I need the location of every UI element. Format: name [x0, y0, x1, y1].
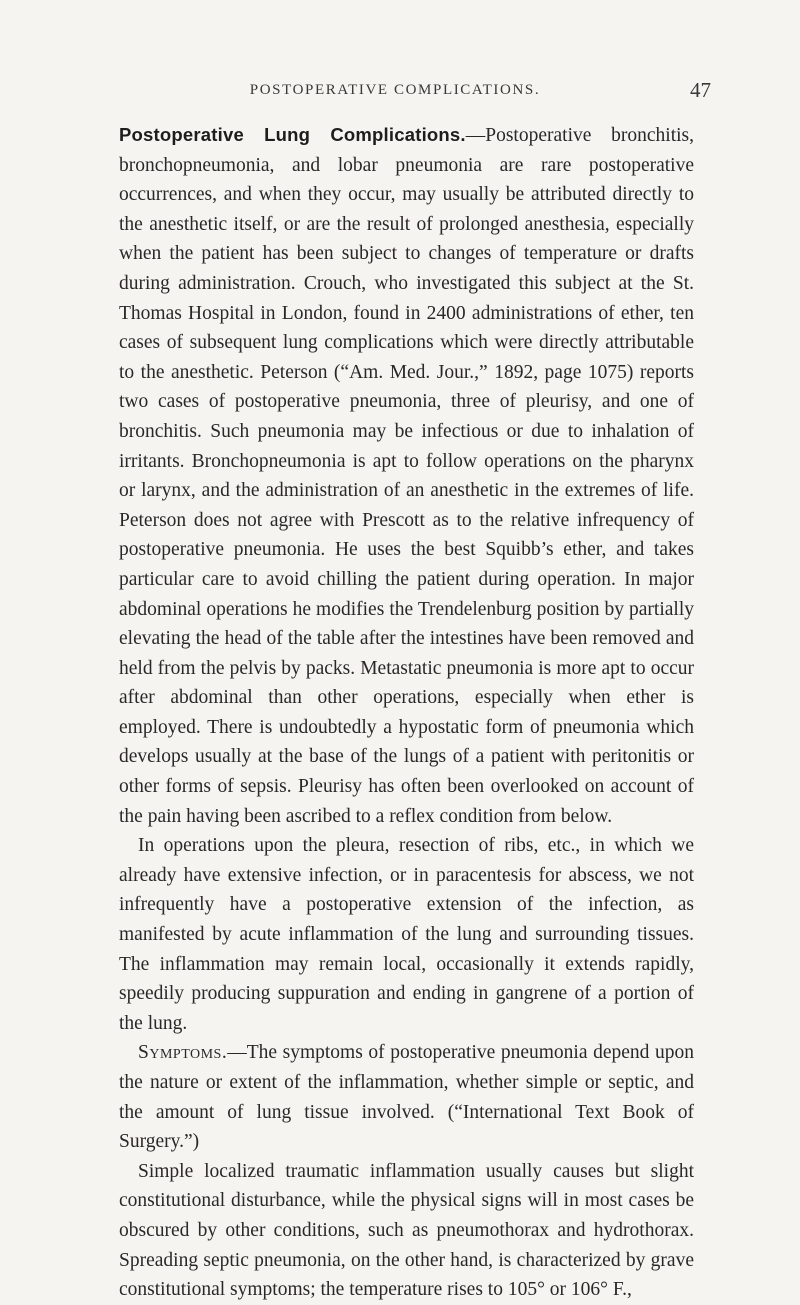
paragraph-pleura-operations — [119, 831, 694, 1038]
paragraph-text: In operations upon the pleura, resection of ribs, etc., in which we already have extensive infection, or in paracentesis for abscess, we not infrequently have a postoperative extension of the infection, as manifested by acute inflammation of the lung and surrounding tissues. The inflammation may remain local, occasionally it extends rapidly, speedily producing suppuration and ending in gangrene of a portion of the lung. — [119, 835, 694, 1034]
symptoms-subheading: Symptoms. — [138, 1042, 228, 1064]
page-number: 47 — [690, 78, 711, 102]
paragraph-lung-complications — [119, 120, 694, 831]
paragraph-symptoms — [119, 1038, 694, 1156]
section-heading: Postoperative Lung Complications. — [119, 124, 466, 145]
paragraph-text: Simple localized traumatic inflammation usually causes but slight constitutional disturbance, while the physical signs will in most cases be obscured by other conditions, such as pneumothorax and hydrothorax. Spreading septic pneumonia, on the other hand, is characterized by grave constitutional symptoms; the temperature rises to 105° or 106° F., — [119, 1160, 694, 1301]
paragraph-localized-inflammation — [119, 1157, 694, 1305]
body-text — [119, 120, 694, 1305]
paragraph-text: —The symptoms of postoperative pneumonia depend upon the nature or extent of the inflammation, whether simple or septic, and the amount of lung tissue involved. (“International Text Book of Surgery.”) — [119, 1042, 694, 1153]
running-head: POSTOPERATIVE COMPLICATIONS. — [249, 82, 541, 98]
paragraph-text: —Postoperative bronchitis, bronchopneumonia, and lobar pneumonia are rare postoperative occurrences, and when they occur, may usually be attributed directly to the anesthetic itself, or are the result of prolonged anesthesia, especially when the patient has been subject to changes of temperature or drafts during administration. Crouch, who investigated this subject at the St. Thomas Hospital in London, found in 2400 administrations of ether, ten cases of subsequent lung complications which were directly attributable to the anesthetic. Peterson (“Am. Med. Jour.,” 1892, page 1075) reports two cases of postoperative pneumonia, three of pleurisy, and one of bronchitis. Such pneumonia may be infectious or due to inhalation of irritants. Bronchopneumonia is apt to follow operations on the pharynx or larynx, and the administration of an anesthetic in the extremes of life. Peterson does not agree with Prescott as to the relative infrequency of postoperative pneumonia. He uses the best Squibb’s ether, and takes particular care to avoid chilling the patient during operation. In major abdominal operations he modifies the Trendelenburg position by partially elevating the head of the table after the intestines have been removed and held from the pelvis by packs. Metastatic pneumonia is more apt to occur after abdominal than other operations, especially when ether is employed. There is undoubtedly a hypostatic form of pneumonia which develops usually at the base of the lungs of a patient with peritonitis or other forms of sepsis. Pleurisy has often been overlooked on account of the pain having been ascribed to a reflex condition from below. — [119, 125, 694, 827]
